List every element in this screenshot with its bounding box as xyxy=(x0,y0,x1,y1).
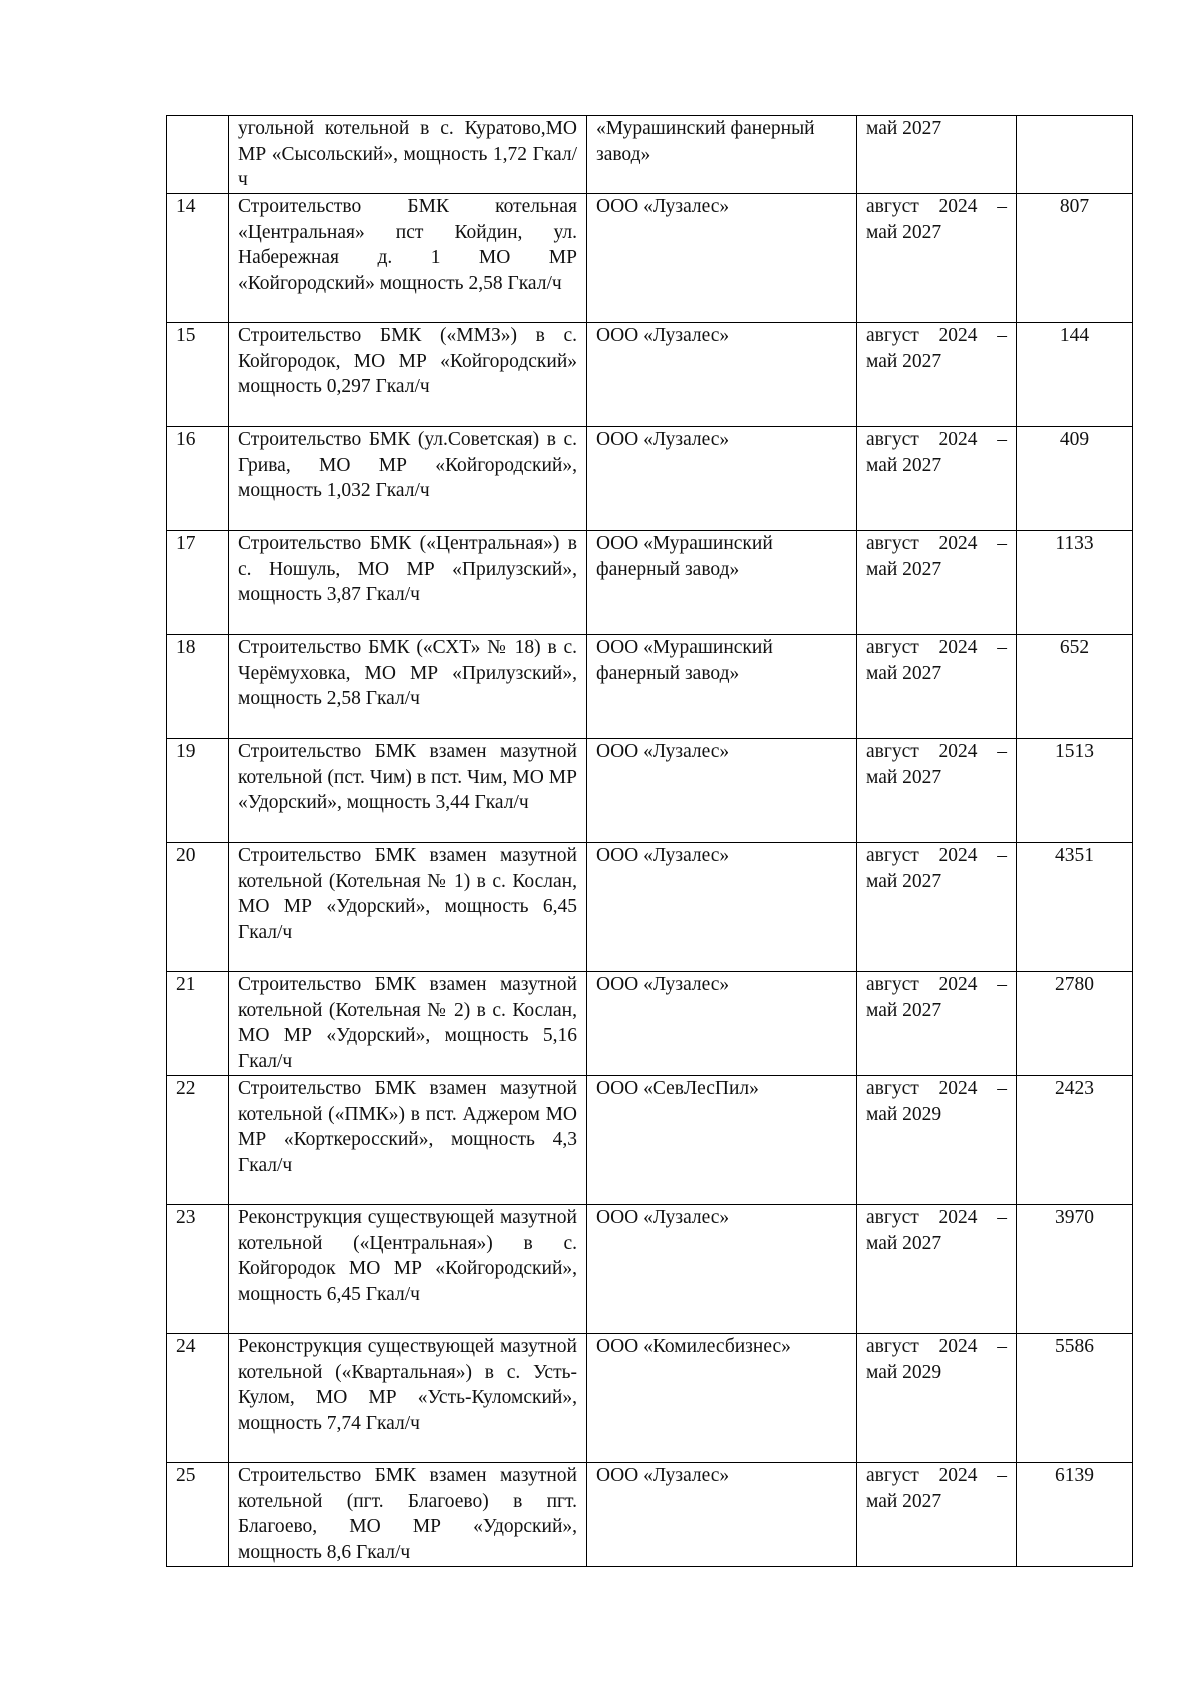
table-row xyxy=(167,116,1133,194)
executor-organization: ООО «Лузалес» xyxy=(587,739,857,843)
project-value: 2423 xyxy=(1017,1076,1133,1205)
row-number: 24 xyxy=(167,1334,229,1463)
row-number: 18 xyxy=(167,635,229,739)
executor-organization: ООО «Лузалес» xyxy=(587,843,857,972)
table-row xyxy=(167,1463,1133,1567)
project-value xyxy=(1017,116,1133,194)
row-number: 20 xyxy=(167,843,229,972)
row-number xyxy=(167,116,229,194)
table-row xyxy=(167,427,1133,531)
project-name: Строительство БМК («Центральная») в с. Ношуль, МО МР «Прилузский», мощность 3,87 Гкал/ч xyxy=(229,531,587,635)
row-number: 15 xyxy=(167,323,229,427)
project-value: 652 xyxy=(1017,635,1133,739)
project-name: Строительство БМК («СХТ» № 18) в с. Черёмуховка, МО МР «Прилузский», мощность 2,58 Гкал/ч xyxy=(229,635,587,739)
table-row xyxy=(167,194,1133,323)
project-value: 4351 xyxy=(1017,843,1133,972)
project-name: Строительство БМК взамен мазутной котельной (Котельная № 2) в с. Кослан, МО МР «Удорский», мощность 5,16 Гкал/ч xyxy=(229,972,587,1076)
row-number: 16 xyxy=(167,427,229,531)
project-name: Реконструкция существующей мазутной котельной («Квартальная») в с. Усть-Кулом, МО МР «Усть-Куломский», мощность 7,74 Гкал/ч xyxy=(229,1334,587,1463)
implementation-period: август 2024 – май 2029 xyxy=(857,1334,1017,1463)
table-row xyxy=(167,739,1133,843)
implementation-period: август 2024 – май 2027 xyxy=(857,1205,1017,1334)
project-value: 1133 xyxy=(1017,531,1133,635)
executor-organization: ООО «Лузалес» xyxy=(587,1463,857,1567)
project-value: 6139 xyxy=(1017,1463,1133,1567)
row-number: 19 xyxy=(167,739,229,843)
project-name: Строительство БМК взамен мазутной котельной (пст. Чим) в пст. Чим, МО МР «Удорский», мощность 3,44 Гкал/ч xyxy=(229,739,587,843)
project-value: 5586 xyxy=(1017,1334,1133,1463)
row-number: 22 xyxy=(167,1076,229,1205)
executor-organization: ООО «Лузалес» xyxy=(587,427,857,531)
implementation-period: август 2024 – май 2027 xyxy=(857,1463,1017,1567)
project-value: 144 xyxy=(1017,323,1133,427)
table-row xyxy=(167,531,1133,635)
executor-organization: «Мурашинский фанерный завод» xyxy=(587,116,857,194)
project-name: Строительство БМК взамен мазутной котельной (пгт. Благоево) в пгт. Благоево, МО МР «Удорский», мощность 8,6 Гкал/ч xyxy=(229,1463,587,1567)
project-value: 807 xyxy=(1017,194,1133,323)
implementation-period: август 2024 – май 2027 xyxy=(857,739,1017,843)
table-row xyxy=(167,1205,1133,1334)
implementation-period: август 2024 – май 2027 xyxy=(857,531,1017,635)
row-number: 23 xyxy=(167,1205,229,1334)
project-name: Строительство БМК взамен мазутной котельной («ПМК») в пст. Аджером МО МР «Корткеросский», мощность 4,3 Гкал/ч xyxy=(229,1076,587,1205)
project-value: 409 xyxy=(1017,427,1133,531)
table-row xyxy=(167,843,1133,972)
implementation-period: август 2024 – май 2027 xyxy=(857,635,1017,739)
executor-organization: ООО «Мурашинский фанерный завод» xyxy=(587,635,857,739)
table-row xyxy=(167,1076,1133,1205)
project-name: Строительство БМК котельная «Центральная» пст Койдин, ул. Набережная д. 1 МО МР «Койгородский» мощность 2,58 Гкал/ч xyxy=(229,194,587,323)
implementation-period: август 2024 – май 2027 xyxy=(857,323,1017,427)
executor-organization: ООО «Лузалес» xyxy=(587,1205,857,1334)
table-row xyxy=(167,1334,1133,1463)
implementation-period: август 2024 – май 2027 xyxy=(857,972,1017,1076)
executor-organization: ООО «Лузалес» xyxy=(587,323,857,427)
row-number: 21 xyxy=(167,972,229,1076)
implementation-period: май 2027 xyxy=(857,116,1017,194)
project-name: угольной котельной в с. Куратово,МО МР «Сысольский», мощность 1,72 Гкал/ч xyxy=(229,116,587,194)
row-number: 14 xyxy=(167,194,229,323)
project-name: Реконструкция существующей мазутной котельной («Центральная») в с. Койгородок МО МР «Койгородский», мощность 6,45 Гкал/ч xyxy=(229,1205,587,1334)
project-name: Строительство БМК («ММЗ») в с. Койгородок, МО МР «Койгородский» мощность 0,297 Гкал/ч xyxy=(229,323,587,427)
row-number: 25 xyxy=(167,1463,229,1567)
table-row xyxy=(167,972,1133,1076)
project-value: 1513 xyxy=(1017,739,1133,843)
projects-table xyxy=(166,115,1133,1567)
row-number: 17 xyxy=(167,531,229,635)
executor-organization: ООО «СевЛесПил» xyxy=(587,1076,857,1205)
project-value: 2780 xyxy=(1017,972,1133,1076)
implementation-period: август 2024 – май 2029 xyxy=(857,1076,1017,1205)
table-row xyxy=(167,635,1133,739)
executor-organization: ООО «Лузалес» xyxy=(587,194,857,323)
executor-organization: ООО «Лузалес» xyxy=(587,972,857,1076)
project-name: Строительство БМК (ул.Советская) в с. Грива, МО МР «Койгородский», мощность 1,032 Гкал/ч xyxy=(229,427,587,531)
executor-organization: ООО «Комилесбизнес» xyxy=(587,1334,857,1463)
implementation-period: август 2024 – май 2027 xyxy=(857,427,1017,531)
table-row xyxy=(167,323,1133,427)
implementation-period: август 2024 – май 2027 xyxy=(857,843,1017,972)
project-name: Строительство БМК взамен мазутной котельной (Котельная № 1) в с. Кослан, МО МР «Удорский», мощность 6,45 Гкал/ч xyxy=(229,843,587,972)
implementation-period: август 2024 – май 2027 xyxy=(857,194,1017,323)
project-value: 3970 xyxy=(1017,1205,1133,1334)
executor-organization: ООО «Мурашинский фанерный завод» xyxy=(587,531,857,635)
